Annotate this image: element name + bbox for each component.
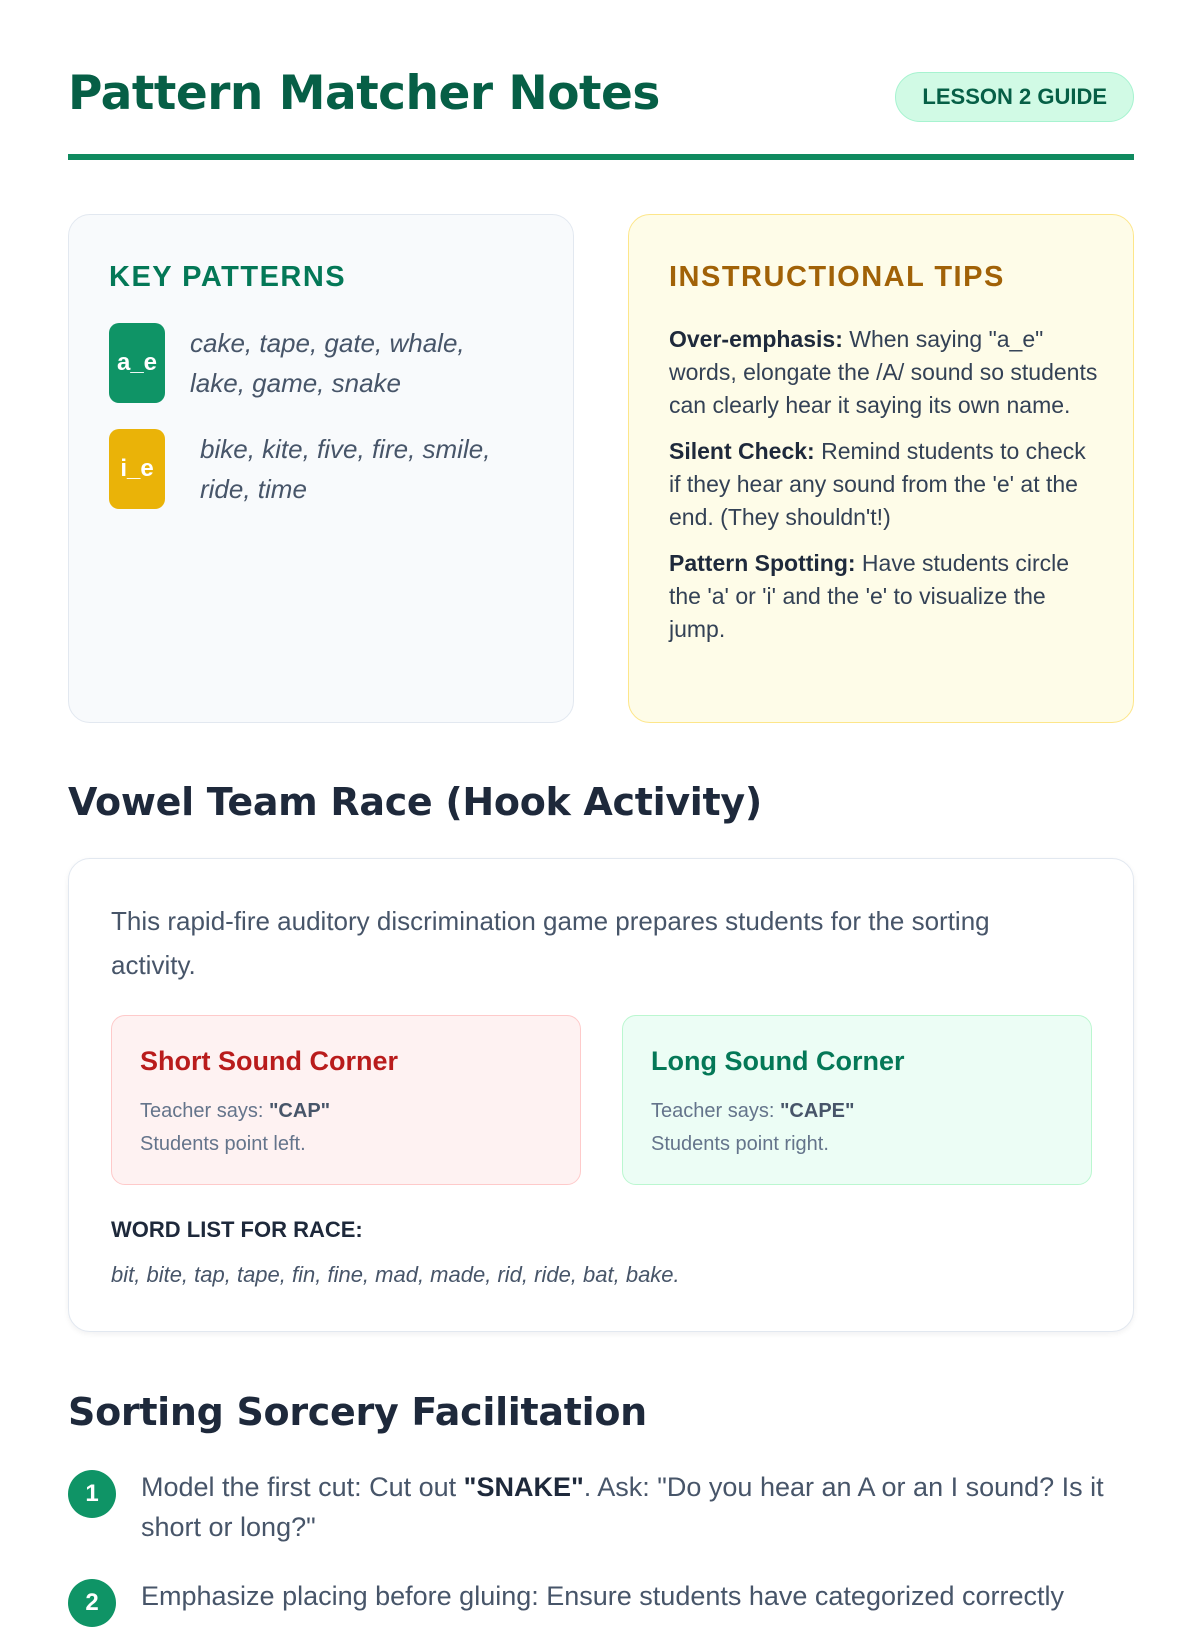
key-patterns-heading: KEY PATTERNS: [109, 261, 347, 293]
long-sound-corner: [622, 1015, 1092, 1185]
step-text-before: Emphasize placing before gluing: Ensure students have categorized correctly: [141, 1581, 1065, 1611]
step-text: [141, 1467, 1121, 1547]
word-list-label: WORD LIST FOR RACE:: [111, 1217, 363, 1242]
step-text-before: Model the first cut: Cut out: [141, 1472, 464, 1502]
race-intro: This rapid-fire auditory discrimination game prepares students for the sorting activity.: [111, 906, 990, 980]
step-text: [141, 1576, 1121, 1616]
tip-silent-check: [669, 435, 1099, 534]
tip-label: Pattern Spotting:: [669, 550, 856, 576]
instructional-tips-heading: INSTRUCTIONAL TIPS: [669, 261, 1005, 293]
page-title: Pattern Matcher Notes: [68, 66, 660, 121]
short-sound-corner: [111, 1015, 581, 1185]
race-section-title: Vowel Team Race (Hook Activity): [68, 780, 762, 824]
tips-list: [669, 323, 1099, 659]
tip-over-emphasis: [669, 323, 1099, 422]
short-corner-word: "CAP": [268, 1100, 331, 1122]
short-corner-says: [140, 1095, 552, 1128]
short-corner-title: Short Sound Corner: [140, 1046, 398, 1076]
pattern-tag: i_e: [109, 429, 165, 509]
step-number: 1: [68, 1470, 116, 1518]
lesson-badge: LESSON 2 GUIDE: [895, 72, 1134, 122]
step-number: 2: [68, 1579, 116, 1627]
pattern-tag: a_e: [109, 323, 165, 403]
instructional-tips-card: [628, 214, 1134, 723]
page-header: [68, 62, 1134, 160]
long-corner-says: [651, 1095, 1063, 1128]
step-text-after: . Ask: "Do you hear an A or an I sound? Is it short or long?": [141, 1472, 1104, 1542]
long-corner-title: Long Sound Corner: [651, 1046, 905, 1076]
tip-text: When saying "a_e" words, elongate the /A/ sound so students can clearly hear it saying its own name.: [669, 326, 1098, 418]
long-corner-action: Students point right.: [651, 1133, 829, 1155]
short-corner-action: Students point left.: [140, 1133, 306, 1155]
tip-pattern-spotting: [669, 547, 1099, 646]
tip-text: Have students circle the 'a' or 'i' and the 'e' to visualize the jump.: [669, 550, 1070, 642]
says-prefix: Teacher says:: [140, 1100, 269, 1122]
key-patterns-card: [68, 214, 574, 723]
tip-label: Silent Check:: [669, 438, 815, 464]
tip-text: Remind students to check if they hear any sound from the 'e' at the end. (They shouldn't!): [669, 438, 1086, 530]
pattern-words: bike, kite, five, fire, smile, ride, time: [200, 434, 491, 504]
sorting-section-title: Sorting Sorcery Facilitation: [68, 1390, 647, 1434]
race-card: [68, 858, 1134, 1332]
says-prefix: Teacher says:: [651, 1100, 780, 1122]
word-list: bit, bite, tap, tape, fin, fine, mad, made, rid, ride, bat, bake.: [111, 1262, 680, 1287]
pattern-words: cake, tape, gate, whale, lake, game, snake: [190, 328, 465, 398]
tip-label: Over-emphasis:: [669, 326, 843, 352]
long-corner-word: "CAPE": [779, 1100, 855, 1122]
step-text-bold: "SNAKE": [463, 1472, 584, 1502]
